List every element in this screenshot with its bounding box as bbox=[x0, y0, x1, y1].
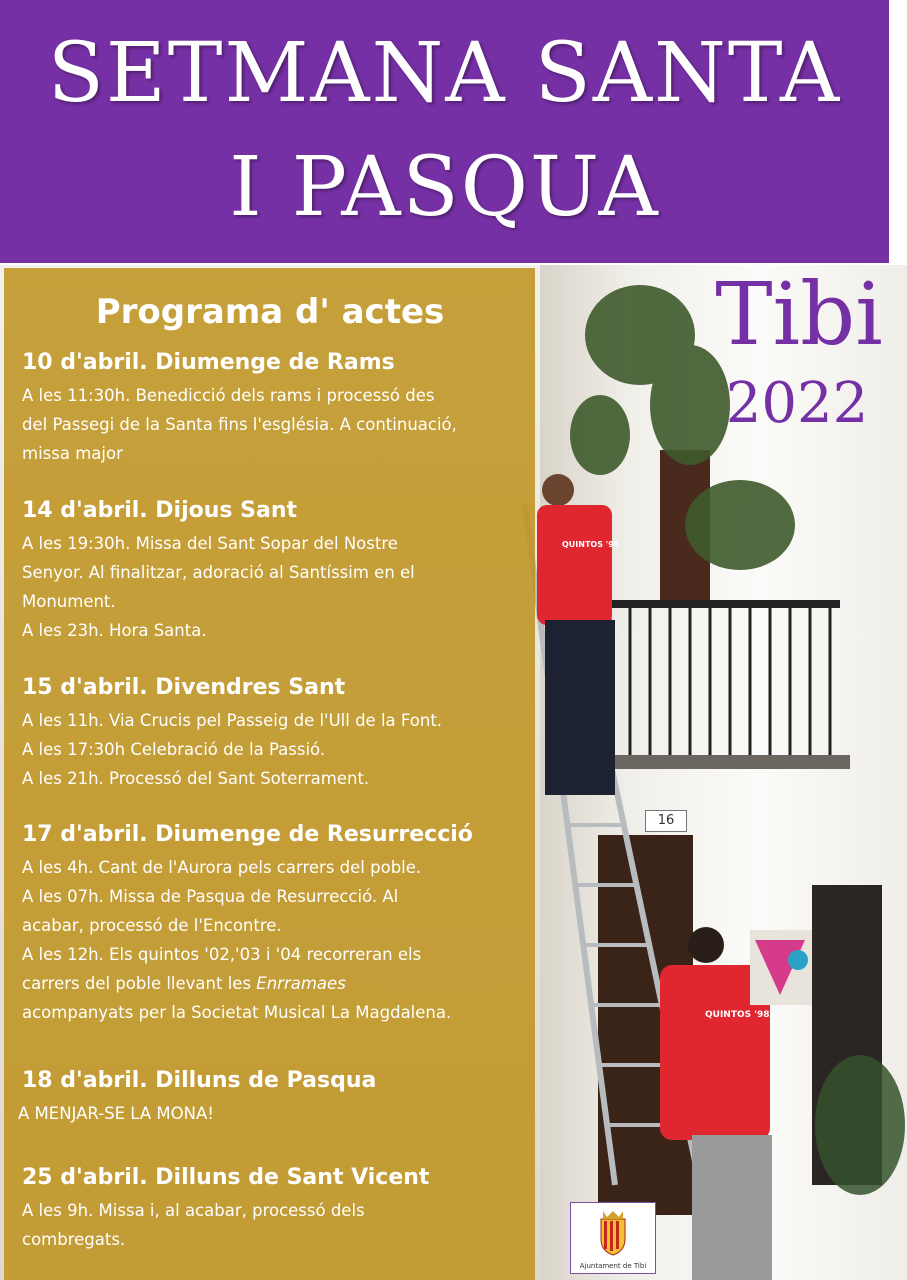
title-line-1: SETMANA SANTA bbox=[47, 26, 842, 121]
section-line: A les 12h. Els quintos '02,'03 i '04 recorreran els bbox=[22, 945, 422, 964]
section-line: del Passegi de la Santa fins l'església. A continuació, bbox=[22, 415, 457, 434]
person-bottom-head bbox=[688, 927, 724, 963]
section-date: 25 d'abril. Dilluns de Sant Vicent bbox=[22, 1165, 430, 1190]
person-top-trousers bbox=[545, 620, 615, 795]
program-section bbox=[18, 1068, 532, 1128]
section-line: acompanyats per la Societat Musical La Magdalena. bbox=[22, 1003, 452, 1022]
program-section bbox=[22, 350, 532, 468]
section-line: A les 19:30h. Missa del Sant Sopar del Nostre bbox=[22, 534, 398, 553]
program-section bbox=[22, 675, 532, 793]
section-line: A les 11h. Via Crucis pel Passeig de l'Ull de la Font. bbox=[22, 711, 443, 730]
program-section bbox=[22, 822, 532, 1027]
tile-shape-blue bbox=[788, 950, 808, 970]
person-bottom-trousers bbox=[692, 1135, 772, 1280]
section-line: Senyor. Al finalitzar, adoració al Santíssim en el bbox=[22, 563, 415, 582]
section-date: 17 d'abril. Diumenge de Resurrecció bbox=[22, 822, 473, 847]
section-line: A les 11:30h. Benedicció dels rams i processó des bbox=[22, 386, 435, 405]
section-line bbox=[22, 969, 532, 998]
section-line: A les 17:30h Celebració de la Passió. bbox=[22, 740, 326, 759]
section-line: combregats. bbox=[22, 1230, 126, 1249]
program-title: Programa d' actes bbox=[95, 292, 445, 332]
italic-word: Enrramaes bbox=[256, 974, 346, 993]
section-line: A les 4h. Cant de l'Aurora pels carrers del poble. bbox=[22, 858, 422, 877]
section-date: 15 d'abril. Divendres Sant bbox=[22, 675, 346, 700]
plants bbox=[815, 1055, 905, 1195]
person-top-shirt bbox=[537, 505, 612, 625]
house-number: 16 bbox=[645, 810, 687, 832]
shirt-text-bottom: QUINTOS '98 bbox=[705, 1010, 770, 1020]
section-line: A les 23h. Hora Santa. bbox=[22, 621, 207, 640]
section-line: missa major bbox=[22, 444, 123, 463]
title-banner bbox=[0, 0, 889, 263]
section-date: 10 d'abril. Diumenge de Rams bbox=[22, 350, 395, 375]
town-hall-logo bbox=[570, 1202, 656, 1274]
section-line: Monument. bbox=[22, 592, 116, 611]
section-line: A les 21h. Processó del Sant Soterrament. bbox=[22, 769, 370, 788]
town-name: Tibi bbox=[715, 265, 883, 365]
balcony-bars bbox=[610, 600, 830, 760]
balcony-rail bbox=[600, 600, 840, 608]
logo-caption: Ajuntament de Tibi bbox=[579, 1262, 647, 1270]
title-line-2: I PASQUA bbox=[229, 140, 660, 235]
program-section bbox=[22, 1165, 532, 1254]
section-line: A MENJAR-SE LA MONA! bbox=[18, 1104, 214, 1123]
section-line: acabar, processó de l'Encontre. bbox=[22, 916, 282, 935]
balcony-base bbox=[590, 755, 850, 769]
line-text: carrers del poble llevant les bbox=[22, 974, 257, 993]
section-line: A les 07h. Missa de Pasqua de Resurrecció. Al bbox=[22, 887, 399, 906]
section-date: 14 d'abril. Dijous Sant bbox=[22, 498, 298, 523]
coat-of-arms-icon bbox=[571, 1205, 655, 1261]
person-top-head bbox=[542, 474, 574, 506]
event-year: 2022 bbox=[725, 371, 869, 436]
section-date: 18 d'abril. Dilluns de Pasqua bbox=[22, 1068, 377, 1093]
section-line: A les 9h. Missa i, al acabar, processó dels bbox=[22, 1201, 365, 1220]
program-section bbox=[22, 498, 532, 645]
shirt-text-top: QUINTOS '98 bbox=[562, 540, 620, 549]
